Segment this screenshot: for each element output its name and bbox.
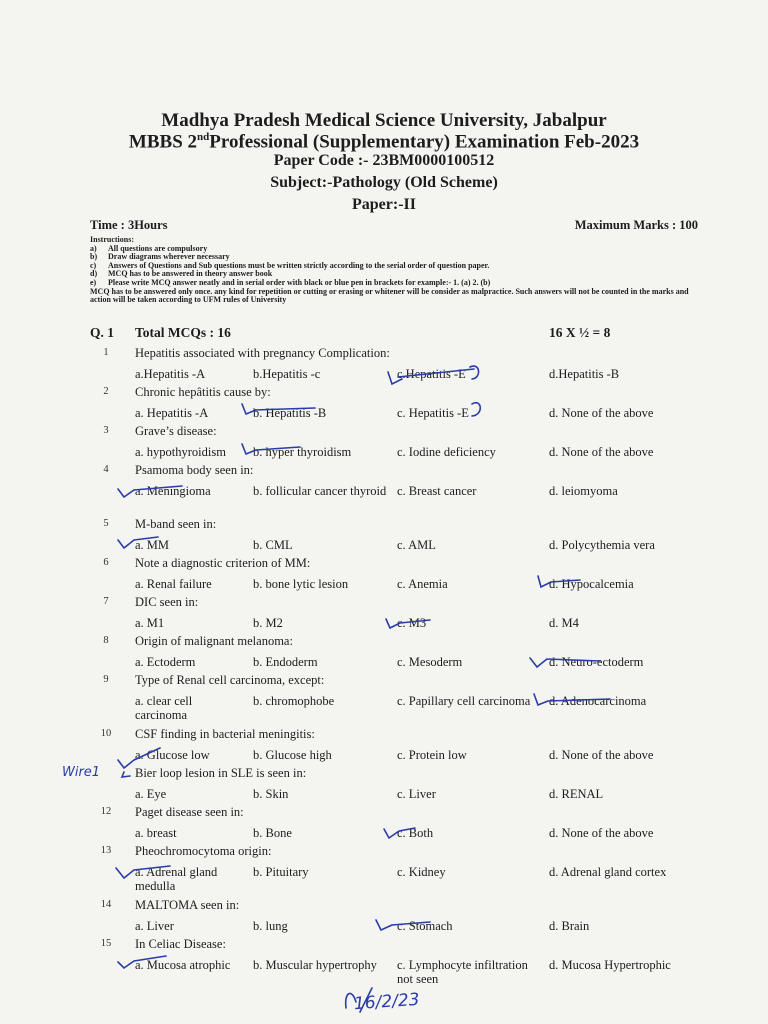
option-b: b. hyper thyroidism	[253, 445, 352, 459]
option-c: c. Stomach	[397, 919, 453, 933]
question-text: Chronic hepâtitis cause by:	[135, 385, 271, 399]
exam-title-post: Professional (Supplementary) Examination Feb-2023	[209, 131, 640, 153]
question-text: MALTOMA seen in:	[135, 898, 240, 912]
option-b: b. Bone	[253, 826, 292, 840]
time-allowed: Time : 3Hours	[90, 218, 168, 232]
handwritten-signature: 16/2/23	[353, 989, 421, 1015]
option-a: a. clear cell carcinoma	[135, 694, 193, 722]
instruction-key: e)	[90, 277, 97, 287]
exam-title-sup: nd	[197, 131, 210, 143]
question-number: 4	[103, 464, 109, 475]
question-number: 3	[103, 425, 109, 436]
option-d: d. None of the above	[549, 826, 654, 840]
option-c: c. M3	[397, 616, 427, 630]
option-d: d. Brain	[549, 919, 590, 933]
option-d: d. None of the above	[549, 748, 654, 762]
option-c: c. Lymphocyte infiltration not seen	[397, 958, 528, 986]
subject: Subject:-Pathology (Old Scheme)	[270, 174, 498, 191]
option-c: c. Breast cancer	[397, 484, 477, 498]
question-text: Paget disease seen in:	[135, 805, 244, 819]
tick-q11	[122, 772, 130, 777]
option-b: b. chromophobe	[253, 694, 335, 708]
option-a: a. M1	[135, 616, 165, 630]
question-number: 12	[100, 806, 112, 817]
instruction-text: MCQ has to be answered in theory answer book	[108, 269, 273, 279]
option-c: c. Both	[397, 826, 434, 840]
question-text: Pheochromocytoma origin:	[135, 844, 272, 858]
option-b: b. CML	[253, 538, 293, 552]
instruction-text: Please write MCQ answer neatly and in serial order with black or blue pen in brackets for example:- 1. (a) 2. (b)	[108, 277, 491, 287]
option-d: d. None of the above	[549, 406, 654, 420]
option-b: b. Glucose high	[253, 748, 332, 762]
option-a: a. Eye	[135, 787, 167, 801]
option-a: a. MM	[135, 538, 170, 552]
option-c: c. Iodine deficiency	[397, 445, 496, 459]
question-number: 7	[103, 596, 109, 607]
option-c: c. Hepatitis -E	[397, 406, 469, 420]
question-text: Psamoma body seen in:	[135, 463, 254, 477]
paper-code: Paper Code :- 23BM0000100512	[273, 152, 495, 169]
option-a: a. Hepatitis -A	[135, 406, 209, 420]
question-text: Hepatitis associated with pregnancy Complication:	[135, 346, 390, 360]
instruction-text: All questions are compulsory	[108, 243, 208, 253]
section-marks: 16 X ½ = 8	[549, 325, 611, 340]
option-c: c.Hepatitis -E	[397, 367, 466, 381]
university-title: Madhya Pradesh Medical Science University, Jabalpur	[161, 110, 607, 131]
instruction-key: a)	[90, 243, 97, 253]
option-c: c. Mesoderm	[397, 655, 463, 669]
question-text: DIC seen in:	[135, 595, 199, 609]
instruction-key: b)	[90, 252, 98, 262]
option-b: b. Pituitary	[253, 865, 309, 879]
option-d: d. Mucosa Hypertrophic	[549, 958, 671, 972]
option-d: d. Hypocalcemia	[549, 577, 634, 591]
question-number: 10	[100, 728, 112, 739]
option-d: d.Hepatitis -B	[549, 367, 620, 381]
question-number: 8	[103, 635, 109, 646]
question-number: 13	[100, 845, 112, 856]
question-text: CSF finding in bacterial meningitis:	[135, 727, 315, 741]
instruction-text: Answers of Questions and Sub questions must be written strictly according to the serial order of question paper.	[108, 260, 490, 270]
question-number: 2	[103, 386, 109, 397]
option-b: b. follicular cancer thyroid	[253, 484, 387, 498]
question-number: 15	[100, 938, 112, 949]
question-number: 14	[100, 899, 112, 910]
option-c: c. AML	[397, 538, 436, 552]
option-a: a. Adrenal gland medulla	[135, 865, 218, 893]
option-b: b. lung	[253, 919, 288, 933]
question-number: 5	[103, 518, 109, 529]
question-text: Grave’s disease:	[135, 424, 217, 438]
option-d: d. Polycythemia vera	[549, 538, 655, 552]
option-a: a.Hepatitis -A	[135, 367, 206, 381]
option-b: b. bone lytic lesion	[253, 577, 349, 591]
instruction-key: d)	[90, 269, 98, 279]
option-a: a. Meningioma	[135, 484, 211, 498]
option-a: a. hypothyroidism	[135, 445, 226, 459]
question-number: 1	[103, 347, 109, 358]
option-d: d. Neuro-ectoderm	[549, 655, 644, 669]
instruction-note: MCQ has to be answered only once. any kind for repetition or cutting or erasing or whitener will be consider as malpractice. Such answers will not be counted in the marks and action will be taken according to UFM rules of University	[90, 286, 689, 305]
option-b: b. Muscular hypertrophy	[253, 958, 377, 972]
instruction-text: Draw diagrams wherever necessary	[108, 252, 230, 262]
question-text: Note a diagnostic criterion of MM:	[135, 556, 311, 570]
option-d: d. M4	[549, 616, 579, 630]
question-number: 6	[103, 557, 109, 568]
exam-title	[0, 131, 768, 153]
option-c: c. Anemia	[397, 577, 448, 591]
option-b: b. M2	[253, 616, 283, 630]
paper-number: Paper:-II	[352, 196, 416, 213]
question-text: M-band seen in:	[135, 517, 217, 531]
section-title: Total MCQs : 16	[135, 325, 231, 340]
option-b: b. Hepatitis -B	[253, 406, 327, 420]
option-b: b.Hepatitis -c	[253, 367, 321, 381]
option-d: d. leiomyoma	[549, 484, 618, 498]
option-a: a. Mucosa atrophic	[135, 958, 231, 972]
option-a: a. Glucose low	[135, 748, 210, 762]
option-b: b. Endoderm	[253, 655, 318, 669]
option-d: d. None of the above	[549, 445, 654, 459]
option-b: b. Skin	[253, 787, 289, 801]
instructions-title: Instructions:	[90, 235, 135, 244]
question-text: Type of Renal cell carcinoma, except:	[135, 673, 325, 687]
option-a: a. Liver	[135, 919, 174, 933]
instructions-block	[90, 236, 710, 305]
option-a: a. Renal failure	[135, 577, 212, 591]
handwritten-side-note: Wire1	[62, 765, 101, 780]
maximum-marks: Maximum Marks : 100	[574, 218, 698, 232]
section-number: Q. 1	[90, 325, 115, 340]
option-c: c. Papillary cell carcinoma	[397, 694, 531, 708]
question-text: Bier loop lesion in SLE is seen in:	[135, 766, 307, 780]
option-d: d. Adrenal gland cortex	[549, 865, 667, 879]
option-d: d. RENAL	[549, 787, 604, 801]
option-c: c. Protein low	[397, 748, 467, 762]
option-c: c. Liver	[397, 787, 436, 801]
instruction-key: c)	[90, 260, 97, 270]
question-text: In Celiac Disease:	[135, 937, 226, 951]
option-a: a. breast	[135, 826, 177, 840]
option-a: a. Ectoderm	[135, 655, 196, 669]
option-d: d. Adenocarcinoma	[549, 694, 647, 708]
exam-title-pre: MBBS 2	[128, 131, 198, 153]
question-text: Origin of malignant melanoma:	[135, 634, 293, 648]
question-number: 9	[103, 674, 109, 685]
option-c: c. Kidney	[397, 865, 446, 879]
